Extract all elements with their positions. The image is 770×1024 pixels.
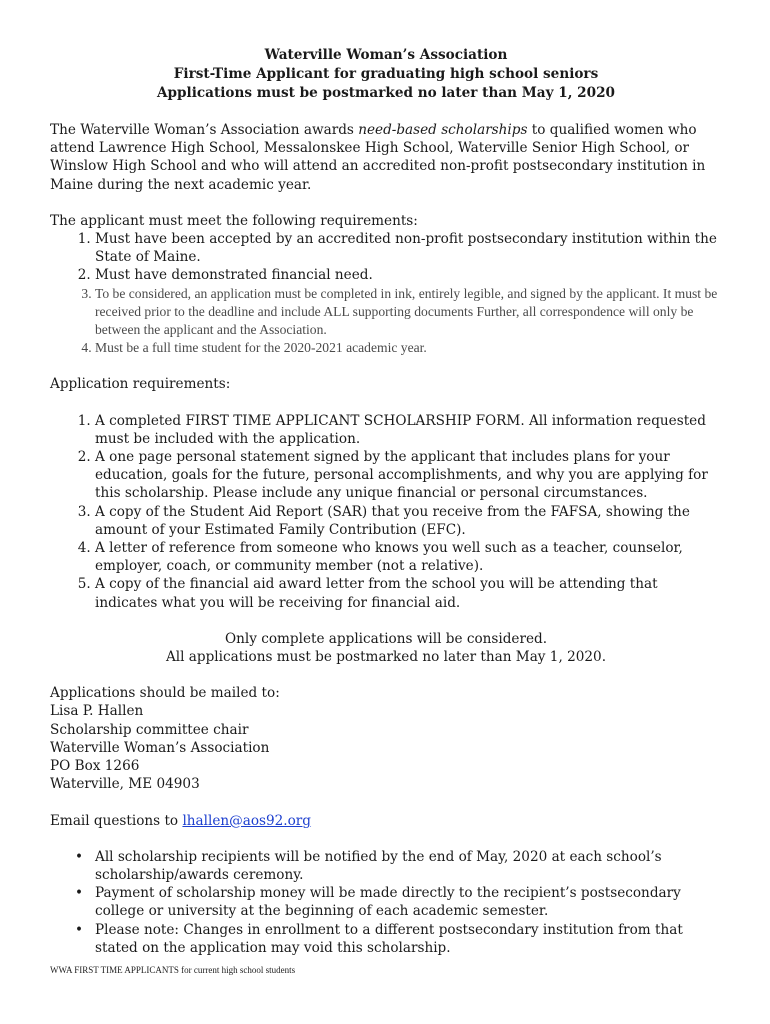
mailing-name: Lisa P. Hallen — [50, 703, 144, 720]
bullet-icon: • — [75, 848, 84, 865]
header-deadline: Applications must be postmarked no later than May 1, 2020 — [156, 85, 616, 101]
intro-text-end: to qualified women who attend Lawrence High School, Messalonskee High School, Waterville Senior High School, or Winslow High School and who will attend an accredited non-profit postsecondary institution in Maine during the next academic year. — [50, 122, 706, 193]
intro-emphasis: need-based scholarships — [358, 122, 528, 138]
header-organization: Waterville Woman’s Association — [264, 47, 508, 63]
requirements-heading: The applicant must meet the following requirements: — [50, 212, 418, 229]
bullet-text: All scholarship recipients will be notified by the end of May, 2020 at each school’s scholarship/awards ceremony. — [95, 848, 662, 883]
bullet-text: Please note: Changes in enrollment to a different postsecondary institution from that stated on the application may void this scholarship. — [95, 921, 683, 956]
mailing-organization: Waterville Woman’s Association — [50, 739, 270, 756]
bullet-icon: • — [75, 885, 84, 902]
page-footer: WWA FIRST TIME APPLICANTS for current high school students — [50, 965, 296, 975]
requirement-item: 3. To be considered, an application must be completed in ink, entirely legible, and signed by the applicant. It must be received prior to the deadline and include ALL supporting documents Further, all correspondence will only be between the applicant and the Association. — [95, 285, 722, 340]
mailing-city: Waterville, ME 04903 — [50, 776, 200, 793]
intro-text-start: The Waterville Woman’s Association awards — [50, 122, 359, 138]
requirement-item: 4. Must be a full time student for the 2020-2021 academic year. — [95, 339, 722, 357]
email-label: Email questions to — [50, 812, 183, 829]
application-item: 1. A completed FIRST TIME APPLICANT SCHOLARSHIP FORM. All information requested must be included with the application. — [95, 412, 722, 448]
mailing-heading: Applications should be mailed to: — [50, 685, 280, 702]
requirement-item: 1. Must have been accepted by an accredited non-profit postsecondary institution within the State of Maine. — [95, 230, 722, 266]
application-item: 5. A copy of the financial aid award letter from the school you will be attending that indicates what you will be receiving for financial aid. — [95, 575, 722, 611]
mailing-address — [50, 684, 722, 793]
bullet-item — [75, 884, 722, 920]
bullet-item — [75, 921, 722, 957]
header-subtitle: First-Time Applicant for graduating high school seniors — [173, 66, 599, 82]
email-line — [50, 812, 722, 830]
completeness-notice — [50, 630, 722, 666]
application-item: 2. A one page personal statement signed by the applicant that includes plans for your education, goals for the future, personal accomplishments, and why you are applying for this scholarship. Please include any unique financial or personal circumstances. — [95, 448, 722, 503]
intro-paragraph — [50, 121, 722, 194]
document-header — [50, 46, 722, 103]
application-item: 3. A copy of the Student Aid Report (SAR) that you receive from the FAFSA, showing the amount of your Estimated Family Contribution (EFC). — [95, 503, 722, 539]
email-link[interactable]: lhallen@aos92.org — [182, 812, 312, 829]
mailing-po-box: PO Box 1266 — [50, 758, 140, 775]
bullet-item — [75, 848, 722, 884]
mailing-title: Scholarship committee chair — [50, 721, 249, 738]
bullet-text: Payment of scholarship money will be made directly to the recipient’s postsecondary college or university at the beginning of each academic semester. — [95, 885, 681, 920]
requirements-list — [50, 230, 722, 357]
application-list — [50, 412, 722, 612]
notes-bullet-list — [50, 848, 722, 957]
bullet-icon: • — [75, 921, 84, 938]
document-page — [50, 46, 722, 957]
application-item: 4. A letter of reference from someone who knows you well such as a teacher, counselor, employer, coach, or community member (not a relative). — [95, 539, 722, 575]
requirement-item: 2. Must have demonstrated financial need. — [95, 266, 722, 284]
notice-line-postmark: All applications must be postmarked no later than May 1, 2020. — [165, 649, 607, 666]
application-heading: Application requirements: — [50, 376, 231, 393]
notice-line-complete: Only complete applications will be considered. — [224, 630, 548, 647]
